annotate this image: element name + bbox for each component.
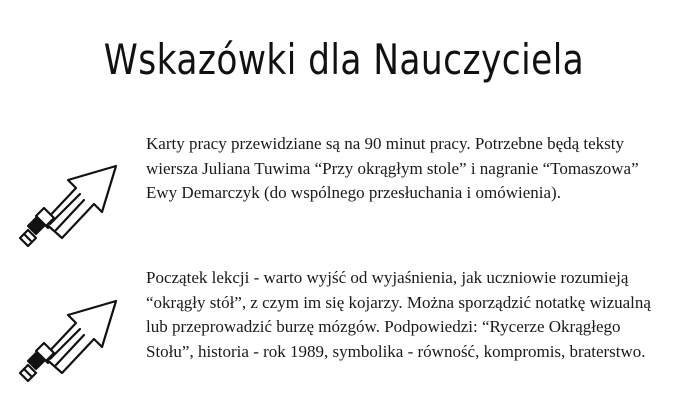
page-title: Wskazówki dla Nauczyciela <box>103 35 585 84</box>
hand-drawn-arrow-icon <box>14 150 134 260</box>
instruction-paragraph: Karty pracy przewidziane są na 90 minut pracy. Potrzebne będą teksty wiersza Juliana Tuwima “Przy okrągłym stole” i nagranie “Tomaszowa” Ewy Demarczyk (do wspólnego przesłuchania i omówienia). <box>146 134 639 202</box>
instruction-paragraph: Początek lekcji - warto wyjść od wyjaśnienia, jak uczniowie rozumieją “okrągły stół”, z czym im się kojarzy. Można sporządzić notatkę wizualną lub przeprowadzić burzę mózgów. Podpowiedzi: “Rycerze Okrągłego Stołu”, historia - rok 1989, symbolika - równość, kompromis, braterstwo. <box>146 268 651 361</box>
hand-drawn-arrow-icon <box>14 285 134 395</box>
